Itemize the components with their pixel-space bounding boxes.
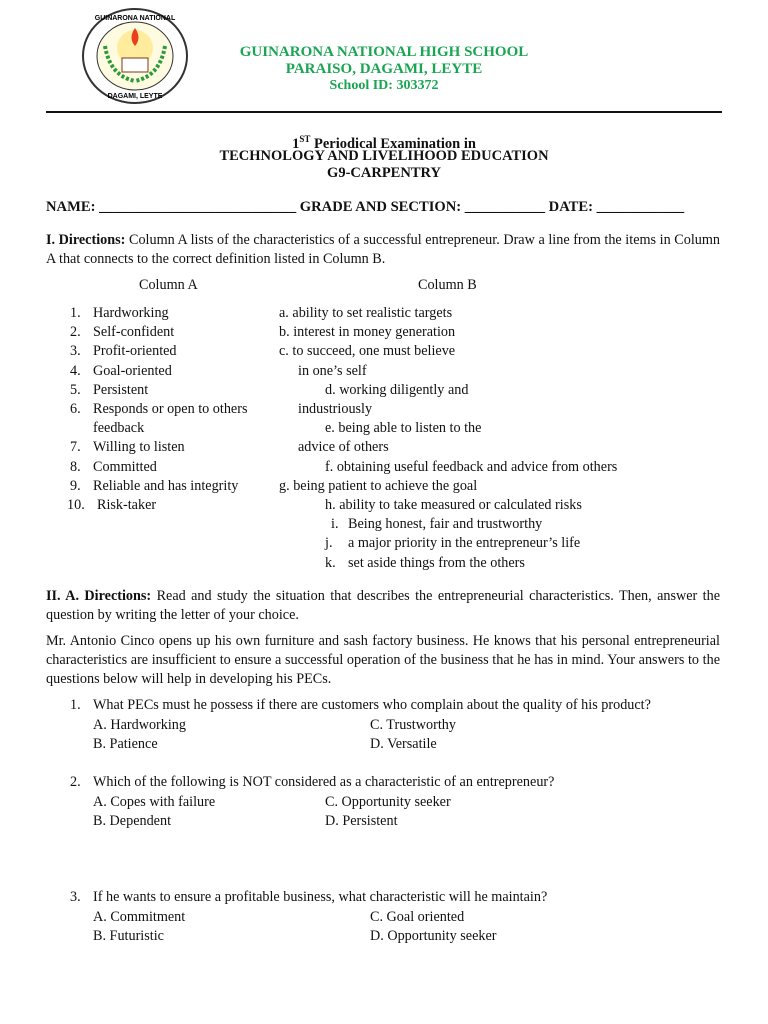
school-id: School ID: 303372 <box>329 78 439 93</box>
column-a-number: 4. <box>70 362 81 379</box>
school-name: GUINARONA NATIONAL HIGH SCHOOL <box>239 44 529 60</box>
title-sup: ST <box>299 134 311 144</box>
column-b-item: advice of others <box>298 439 389 456</box>
column-a-item: Persistent <box>93 381 149 398</box>
choice-c: C. Goal oriented <box>370 908 465 925</box>
column-a-number: 10. <box>67 497 85 513</box>
column-a-number: 2. <box>70 324 81 341</box>
column-a-number: 3. <box>70 343 81 360</box>
school-seal-logo <box>80 6 190 106</box>
column-b-item: Being honest, fair and trustworthy <box>348 516 543 533</box>
column-a-number: 9. <box>70 477 81 494</box>
column-b-item: h. ability to take measured or calculated risks <box>325 497 582 513</box>
header-divider <box>46 111 722 113</box>
student-info-fields[interactable]: NAME: ___________________________ GRADE AND SECTION: ___________ DATE: ____________ <box>46 199 685 215</box>
column-b-item: a major priority in the entrepreneur’s life <box>348 535 581 552</box>
column-b-item: in one’s self <box>298 362 367 379</box>
column-a-item: Hardworking <box>93 305 169 321</box>
column-b-item: industriously <box>298 401 373 417</box>
choice-a: A. Commitment <box>93 908 186 925</box>
choice-a: A. Copes with failure <box>93 793 216 810</box>
column-b-item: b. interest in money generation <box>279 324 456 341</box>
column-b-header: Column B <box>418 277 477 293</box>
column-a-number: 1. <box>70 305 81 321</box>
choice-d: D. Versatile <box>370 736 437 752</box>
choice-b: B. Futuristic <box>93 928 164 944</box>
column-a-header: Column A <box>139 277 198 293</box>
choice-c: C. Opportunity seeker <box>325 793 451 810</box>
column-b-item: c. to succeed, one must believe <box>279 343 456 360</box>
column-a-item: Reliable and has integrity <box>93 477 239 494</box>
column-a-item: Risk-taker <box>97 497 157 513</box>
svg-text:DAGAMI, LEYTE: DAGAMI, LEYTE <box>107 93 163 100</box>
svg-text:GUINARONA NATIONAL: GUINARONA NATIONAL <box>94 15 176 22</box>
column-a-number: 6. <box>70 401 81 417</box>
column-a-item: Self-confident <box>93 324 175 341</box>
column-a-item: Willing to listen <box>93 439 185 456</box>
exam-subject: TECHNOLOGY AND LIVELIHOOD EDUCATION <box>219 148 549 164</box>
situation-paragraph: Mr. Antonio Cinco opens up his own furniture and sash factory business. He knows that his personal entrepreneurial characteristics are insufficient to ensure a successful operation of the business that he has in mind. Your answers to the questions below will help in developing his PECs. <box>46 633 720 687</box>
part1-text: Column A lists of the characteristics of a successful entrepreneur. Draw a line from the items in Column A that connects to the correct definition listed in Column B. <box>46 232 720 267</box>
column-a-item: Profit-oriented <box>93 343 177 360</box>
choice-b: B. Dependent <box>93 813 172 829</box>
choice-d: D. Opportunity seeker <box>370 928 497 944</box>
part1-label: I. Directions: <box>46 232 126 248</box>
part2-directions <box>46 587 720 625</box>
column-a-number: 8. <box>70 458 81 475</box>
part1-directions <box>46 231 720 269</box>
question-number: 3. <box>70 889 81 905</box>
question-number: 1. <box>70 697 81 713</box>
column-a-number: 7. <box>70 439 81 456</box>
column-b-item: set aside things from the others <box>348 554 525 571</box>
exam-grade: G9-CARPENTRY <box>327 165 441 181</box>
column-b-item: i. <box>331 516 339 533</box>
part2-label: II. A. Directions: <box>46 588 152 604</box>
column-a-item: Responds or open to others <box>93 401 248 417</box>
part2-text: Read and study the situation that describes the entrepreneurial characteristics. Then, answer the question by writing the letter of your choice. <box>46 588 720 623</box>
column-b-item: e. being able to listen to the <box>325 420 482 437</box>
title-num: 1 <box>292 135 300 152</box>
question-text: If he wants to ensure a profitable business, what characteristic will he maintain? <box>93 889 548 905</box>
column-b-item: j. <box>325 535 333 552</box>
column-b-item: a. ability to set realistic targets <box>279 305 453 321</box>
column-a-item: Committed <box>93 458 157 475</box>
question-text: Which of the following is NOT considered as a characteristic of an entrepreneur? <box>93 774 555 790</box>
title-rest: Periodical Examination in <box>310 135 476 152</box>
column-b-item: g. being patient to achieve the goal <box>279 477 478 494</box>
choice-b: B. Patience <box>93 736 158 752</box>
choice-d: D. Persistent <box>325 813 398 829</box>
question-text: What PECs must he possess if there are customers who complain about the quality of his product? <box>93 697 651 713</box>
column-a-item: feedback <box>93 420 145 437</box>
column-a-number: 5. <box>70 381 81 398</box>
column-b-item: k. <box>325 554 336 571</box>
choice-c: C. Trustworthy <box>370 716 456 733</box>
column-b-item: f. obtaining useful feedback and advice from others <box>325 458 618 475</box>
column-b-item: d. working diligently and <box>325 381 469 398</box>
question-number: 2. <box>70 774 81 790</box>
choice-a: A. Hardworking <box>93 716 186 733</box>
column-a-item: Goal-oriented <box>93 362 172 379</box>
school-address: PARAISO, DAGAMI, LEYTE <box>285 61 483 77</box>
